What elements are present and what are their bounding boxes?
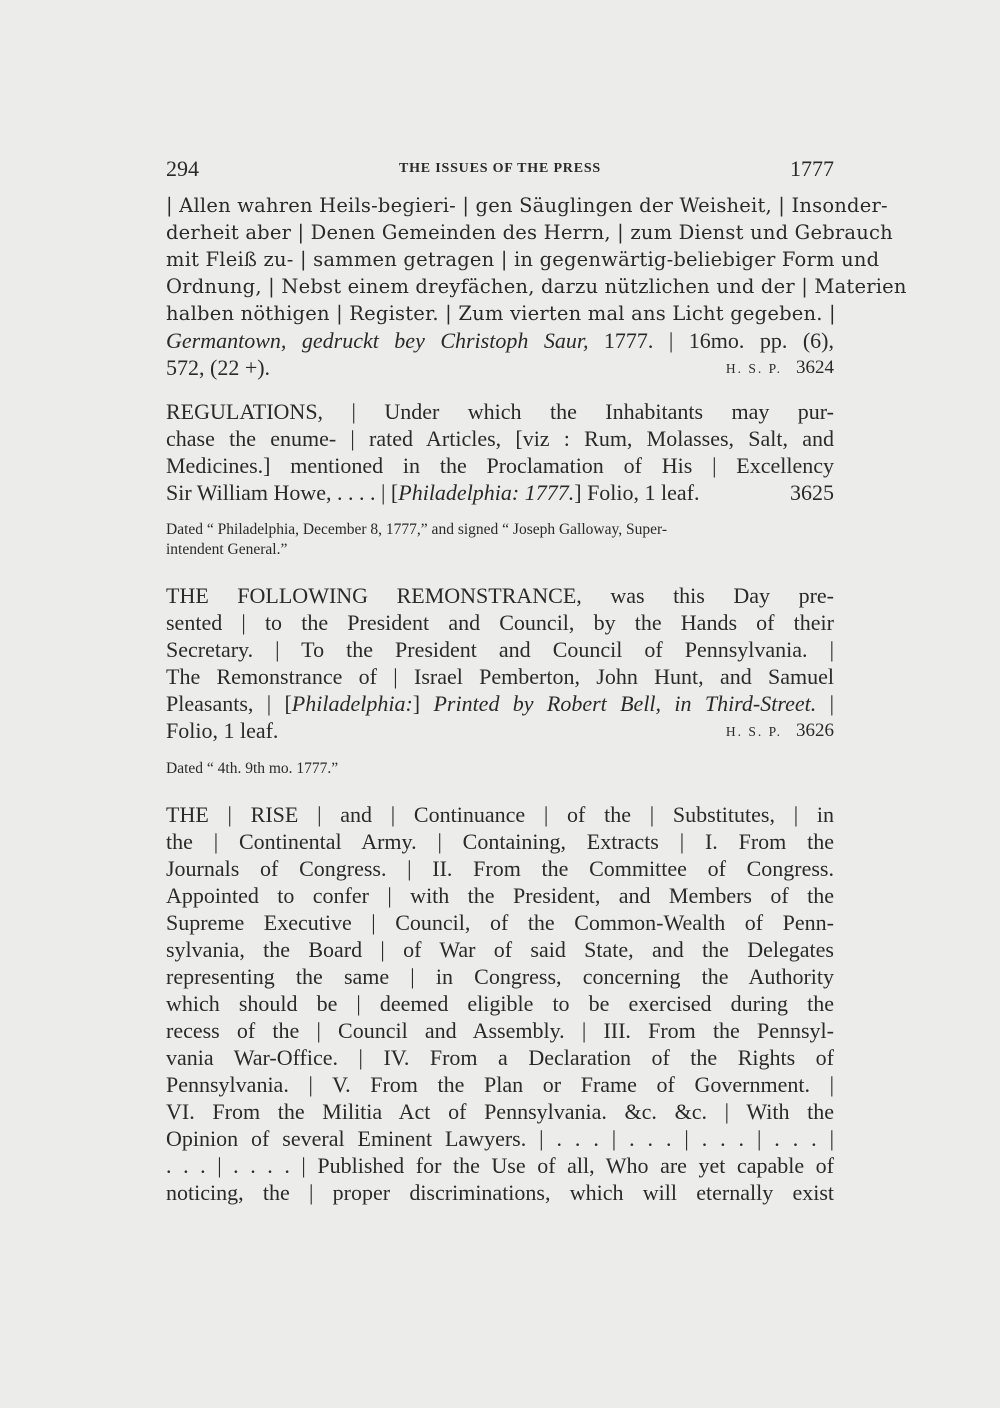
entry-line: derheit aber | Denen Gemeinden des Herrn, | zum Dienst und Gebrauch — [166, 221, 893, 244]
entry-line: Opinion of several Eminent Lawyers. | . . . | . . . | . . . | . . . | — [166, 1126, 834, 1151]
entry-line: THE FOLLOWING REMONSTRANCE, was this Day pre- — [166, 583, 834, 608]
entry-3626 — [166, 582, 834, 745]
entry-number: 3624 — [796, 357, 834, 378]
entry-line: Secretary. | To the President and Council of Pennsylvania. | — [166, 637, 834, 662]
entry-line: which should be | deemed eligible to be exercised during the — [166, 991, 834, 1016]
entry-line: . . . | . . . . | Published for the Use of all, Who are yet capable of — [166, 1153, 834, 1178]
entry-line: noticing, the | proper discriminations, which will eternally exist — [166, 1180, 834, 1205]
entry-text: Pleasants, | [ — [166, 691, 292, 716]
entry-line: halben nöthigen | Register. | Zum vierten mal ans Licht gegeben. | — [166, 302, 836, 325]
entry-3625 — [166, 398, 834, 506]
entry-reference — [726, 717, 834, 745]
entry-note — [166, 759, 834, 779]
library-code: H. S. P. — [725, 361, 782, 376]
entry-reference — [726, 354, 834, 382]
entry-line: sylvania, the Board | of War of said State, and the Delegates — [166, 937, 834, 962]
entry-italic: Philadelphia: 1777. — [398, 480, 575, 505]
entry-line: VI. From the Militia Act of Pennsylvania. &c. &c. | With the — [166, 1099, 834, 1124]
page-number: 294 — [166, 156, 199, 181]
entry-line: the | Continental Army. | Containing, Extracts | I. From the — [166, 829, 834, 854]
entry-line: mit Fleiß zu- | sammen getragen | in gegenwärtig-beliebiger Form und — [166, 248, 880, 271]
entry-line: Journals of Congress. | II. From the Committee of Congress. — [166, 856, 834, 881]
entry-line — [166, 690, 834, 717]
entry-text: | — [816, 691, 835, 716]
entry-line: Ordnung, | Nebst einem dreyfächen, darzu nützlichen und der | Materien — [166, 275, 907, 298]
entry-line: recess of the | Council and Assembly. | III. From the Pennsyl- — [166, 1018, 834, 1043]
entry-italic: Philadelphia: — [291, 691, 413, 716]
entry-italic: Printed by Robert Bell, in Third-Street. — [433, 691, 817, 716]
entry-line: Appointed to confer | with the President, and Members of the — [166, 883, 834, 908]
imprint-line — [166, 327, 834, 354]
entry-line: representing the same | in Congress, concerning the Authority — [166, 964, 834, 989]
entry-ref-row — [166, 717, 834, 745]
note-line: intendent General.” — [166, 541, 288, 558]
entry-line: Supreme Executive | Council, of the Common-Wealth of Penn- — [166, 910, 834, 935]
entry-text: ] Folio, 1 leaf. — [574, 480, 700, 505]
entry-last-line: 572, (22 +). — [166, 355, 271, 380]
running-title: THE ISSUES OF THE PRESS — [398, 161, 602, 176]
note-line: Dated “ Philadelphia, December 8, 1777,” and signed “ Joseph Galloway, Super- — [166, 521, 667, 538]
entry-last-line — [166, 479, 700, 506]
entry-line: Pennsylvania. | V. From the Plan or Frame of Government. | — [166, 1072, 834, 1097]
library-code: H. S. P. — [725, 724, 782, 739]
running-head — [166, 152, 834, 192]
entry-line: Medicines.] mentioned in the Proclamation of His | Excellency — [166, 453, 834, 478]
book-page — [166, 152, 907, 1206]
entry-line: THE | RISE | and | Continuance | of the | Substitutes, | in — [166, 802, 834, 827]
running-year: 1777 — [790, 156, 834, 181]
entry-text: ] — [412, 691, 434, 716]
entry-3624 — [166, 192, 907, 382]
entry-rise-and-continuance — [166, 801, 834, 1206]
note-line: Dated “ 4th. 9th mo. 1777.” — [166, 760, 339, 777]
entry-line: chase the enume- | rated Articles, [viz : Rum, Molasses, Salt, and — [166, 426, 834, 451]
entry-number: 3625 — [790, 480, 834, 505]
entry-line: REGULATIONS, | Under which the Inhabitants may pur- — [166, 399, 834, 424]
entry-last-line: Folio, 1 leaf. — [166, 718, 279, 743]
entry-text: Sir William Howe, . . . . | [ — [166, 480, 399, 505]
entry-ref-row — [166, 479, 834, 506]
imprint-italic: Germantown, gedruckt bey Christoph Saur, — [166, 328, 589, 353]
entry-ref-row — [166, 354, 834, 382]
entry-line: vania War-Office. | IV. From a Declaration of the Rights of — [166, 1045, 834, 1070]
entry-line: sented | to the President and Council, by the Hands of their — [166, 610, 834, 635]
entry-note — [166, 520, 834, 560]
entry-number: 3626 — [796, 720, 834, 741]
entry-line: The Remonstrance of | Israel Pemberton, John Hunt, and Samuel — [166, 664, 834, 689]
imprint-rest: 1777. | 16mo. pp. (6), — [588, 328, 835, 353]
entry-line: | Allen wahren Heils-begieri- | gen Säuglingen der Weisheit, | Insonder- — [166, 194, 888, 217]
